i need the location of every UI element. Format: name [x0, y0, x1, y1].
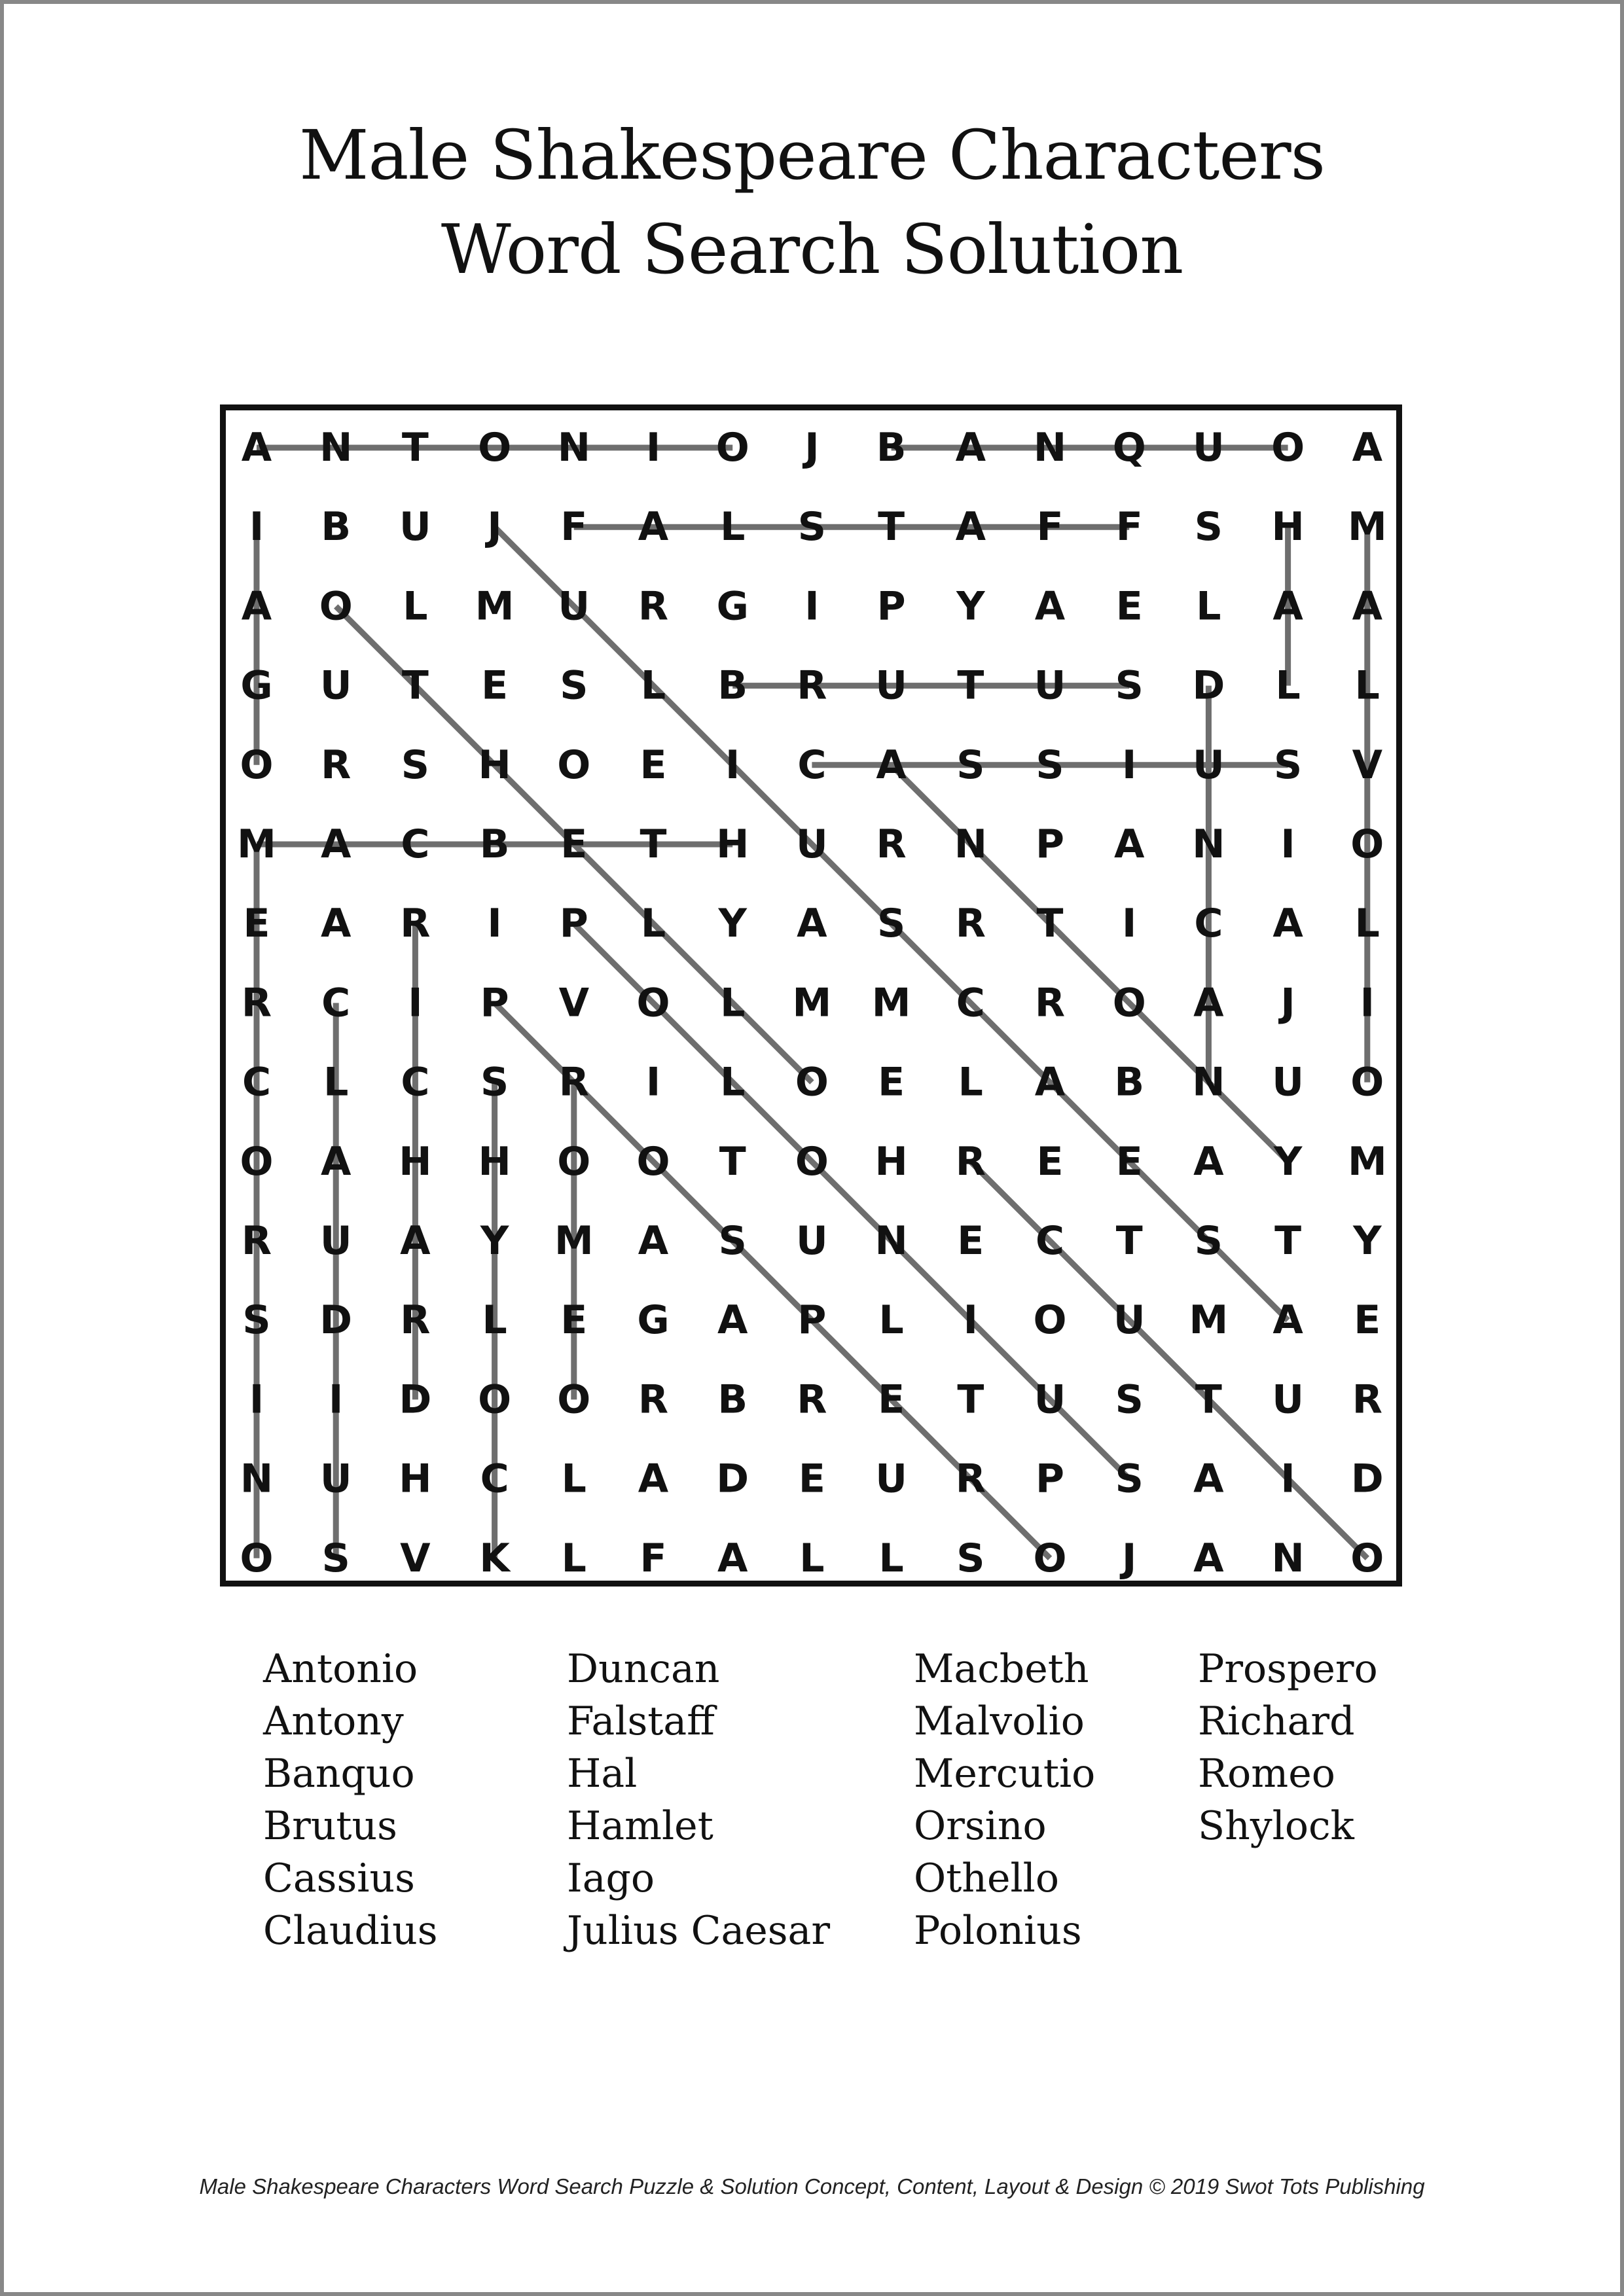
grid-letter: C [242, 1059, 272, 1105]
grid-letter: R [241, 1218, 272, 1264]
grid-letter: B [876, 425, 907, 471]
grid-letter: A [1352, 583, 1383, 630]
grid-letter: U [875, 1456, 907, 1502]
grid-letter: O [240, 742, 274, 788]
grid-letters [237, 425, 1387, 1581]
grid-letter: E [1115, 1138, 1143, 1185]
grid-letter: U [1193, 742, 1225, 788]
grid-letter: M [792, 980, 832, 1026]
grid-letter: N [1033, 425, 1067, 471]
grid-letter: V [1352, 742, 1383, 788]
grid-letter: N [319, 425, 353, 471]
grid-letter: S [876, 901, 906, 947]
grid-letter: H [716, 821, 749, 867]
solution-line-hamlet [892, 765, 1288, 1162]
grid-letter: N [240, 1456, 274, 1502]
grid-letter: U [1193, 425, 1225, 471]
grid-letter: I [645, 425, 661, 471]
word-list-item: Prospero [1198, 1646, 1378, 1692]
grid-letter: K [479, 1535, 510, 1581]
grid-letter: V [558, 980, 590, 1026]
grid-letter: O [1033, 1535, 1067, 1581]
grid-letter: N [557, 425, 590, 471]
grid-letter: A [241, 425, 272, 471]
grid-letter: L [720, 980, 746, 1026]
grid-letter: N [1271, 1535, 1305, 1581]
grid-letter: O [557, 742, 591, 788]
grid-letter: R [638, 583, 669, 630]
grid-letter: S [1115, 1456, 1144, 1502]
grid-letter: U [319, 1456, 352, 1502]
grid-letter: G [240, 662, 273, 709]
grid-letter: O [240, 1138, 274, 1185]
grid-letter: F [1115, 504, 1143, 550]
grid-letter: U [1034, 1376, 1066, 1423]
grid-letter: S [956, 1535, 985, 1581]
grid-letter: Y [956, 583, 985, 630]
word-list-item: Hal [567, 1751, 638, 1797]
grid-letter: E [481, 662, 509, 709]
grid-letter: A [638, 1218, 669, 1264]
grid-letter: M [554, 1218, 594, 1264]
grid-letter: M [237, 821, 276, 867]
grid-letter: T [1115, 1218, 1143, 1264]
grid-letter: S [718, 1218, 747, 1264]
grid-letter: D [319, 1297, 353, 1344]
grid-letter: F [1036, 504, 1064, 550]
grid-letter: C [956, 980, 985, 1026]
grid-letter: F [640, 1535, 667, 1581]
grid-letter: S [1115, 662, 1144, 709]
grid-letter: A [320, 901, 352, 947]
grid-letter: A [717, 1297, 748, 1344]
grid-letter: L [958, 1059, 983, 1105]
grid-letter: A [1272, 1297, 1303, 1344]
word-list-item: Othello [914, 1856, 1059, 1901]
grid-letter: E [798, 1456, 825, 1502]
grid-letter: U [319, 1218, 352, 1264]
grid-letter: L [1275, 662, 1301, 709]
grid-letter: T [878, 504, 905, 550]
grid-letter: Y [480, 1218, 509, 1264]
grid-letter: S [1194, 504, 1223, 550]
grid-letter: S [797, 504, 827, 550]
word-list-column-4 [1198, 1643, 1378, 1852]
grid-letter: C [1035, 1218, 1065, 1264]
grid-letter: F [560, 504, 588, 550]
grid-letter: C [321, 980, 351, 1026]
grid-letter: U [319, 662, 352, 709]
grid-letter: I [329, 1376, 344, 1423]
grid-letter: U [399, 504, 431, 550]
word-list-item: Polonius [914, 1908, 1082, 1954]
grid-letter: S [242, 1297, 271, 1344]
grid-letter: R [955, 901, 986, 947]
grid-letter: A [1193, 1138, 1224, 1185]
grid-letter: A [717, 1535, 748, 1581]
grid-letter: P [559, 901, 588, 947]
grid-letter: O [795, 1138, 829, 1185]
grid-letter: B [717, 662, 748, 709]
grid-letter: N [875, 1218, 908, 1264]
grid-letter: L [640, 901, 666, 947]
grid-letter: S [1194, 1218, 1223, 1264]
grid-letter: I [725, 742, 740, 788]
grid-letter: U [1034, 662, 1066, 709]
grid-letter: D [716, 1456, 749, 1502]
grid-letter: U [1272, 1376, 1304, 1423]
word-list-item: Macbeth [914, 1646, 1089, 1692]
grid-letter: B [321, 504, 352, 550]
grid-letter: I [249, 1376, 264, 1423]
grid-letter: A [876, 742, 907, 788]
grid-letter: R [321, 742, 352, 788]
solution-line-antony [971, 1162, 1367, 1558]
word-list-item: Cassius [263, 1856, 415, 1901]
grid-letter: A [1193, 980, 1224, 1026]
grid-letter: H [478, 1138, 511, 1185]
grid-letter: V [400, 1535, 431, 1581]
grid-letter: C [480, 1456, 509, 1502]
grid-letter: U [796, 821, 828, 867]
grid-letter: O [1350, 1059, 1384, 1105]
grid-letter: O [636, 980, 670, 1026]
grid-letter: E [560, 821, 588, 867]
grid-letter: A [320, 1138, 352, 1185]
grid-letter: B [479, 821, 510, 867]
grid-letter: Y [1353, 1218, 1382, 1264]
grid-letter: U [796, 1218, 828, 1264]
grid-letter: I [1360, 980, 1375, 1026]
word-list-item: Orsino [914, 1803, 1047, 1849]
grid-letter: P [1036, 821, 1064, 867]
grid-letter: L [1354, 662, 1380, 709]
grid-letter: M [871, 980, 911, 1026]
grid-letter: E [878, 1059, 905, 1105]
grid-letter: L [640, 662, 666, 709]
grid-letter: R [241, 980, 272, 1026]
grid-letter: T [401, 425, 429, 471]
grid-letter: U [875, 662, 907, 709]
grid-letter: D [399, 1376, 432, 1423]
grid-letter: O [557, 1138, 591, 1185]
grid-letter: A [1352, 425, 1383, 471]
grid-letter: D [1350, 1456, 1384, 1502]
grid-letter: A [797, 901, 827, 947]
grid-letter: E [1115, 583, 1143, 630]
grid-letter: S [401, 742, 430, 788]
grid-letter: I [804, 583, 820, 630]
grid-letter: L [720, 1059, 746, 1105]
grid-letter: R [400, 1297, 431, 1344]
grid-letter: E [560, 1297, 588, 1344]
grid-letter: A [400, 1218, 431, 1264]
grid-letter: O [478, 425, 512, 471]
grid-letter: R [797, 1376, 827, 1423]
grid-letter: Y [1273, 1138, 1303, 1185]
grid-letter: P [797, 1297, 827, 1344]
grid-letter: R [400, 901, 431, 947]
grid-letter: P [876, 583, 906, 630]
word-list-item: Iago [567, 1856, 655, 1901]
grid-letter: J [1122, 1535, 1137, 1581]
grid-letter: R [558, 1059, 589, 1105]
word-list-item: Malvolio [914, 1698, 1085, 1744]
word-list-item: Shylock [1198, 1803, 1354, 1849]
grid-letter: I [249, 504, 264, 550]
grid-letter: I [408, 980, 423, 1026]
grid-letter: L [878, 1297, 904, 1344]
grid-letter: P [1036, 1456, 1064, 1502]
grid-letter: H [1271, 504, 1305, 550]
grid-letter: A [320, 821, 352, 867]
word-list-column-1 [263, 1643, 438, 1957]
grid-letter: I [1280, 821, 1295, 867]
grid-letter: N [1192, 821, 1225, 867]
grid-letter: S [1115, 1376, 1144, 1423]
word-list-item: Falstaff [567, 1698, 715, 1744]
word-list-item: Julius Caesar [567, 1908, 831, 1954]
grid-letter: U [1272, 1059, 1304, 1105]
grid-letter: E [878, 1376, 905, 1423]
grid-letter: J [1280, 980, 1295, 1026]
grid-letter: T [957, 662, 984, 709]
grid-letter: T [1274, 1218, 1302, 1264]
word-list-column-2 [567, 1643, 830, 1957]
grid-letter: R [876, 821, 907, 867]
grid-letter: L [1354, 901, 1380, 947]
word-list-item: Antony [263, 1698, 404, 1744]
grid-letter: L [878, 1535, 904, 1581]
grid-letter: A [1193, 1535, 1224, 1581]
word-search-grid [220, 404, 1402, 1587]
grid-letter: I [963, 1297, 978, 1344]
word-list-item: Mercutio [914, 1751, 1096, 1797]
grid-letter: B [1114, 1059, 1145, 1105]
grid-letter: O [478, 1376, 512, 1423]
grid-letter: O [795, 1059, 829, 1105]
grid-letter: A [241, 583, 272, 630]
grid-letter: E [957, 1218, 984, 1264]
grid-letter: N [954, 821, 987, 867]
grid-letter: A [638, 504, 669, 550]
grid-letter: Q [1112, 425, 1146, 471]
grid-letter: E [1036, 1138, 1064, 1185]
grid-letter: J [804, 425, 820, 471]
grid-letter: A [1034, 583, 1066, 630]
grid-letter: T [1195, 1376, 1222, 1423]
grid-letter: L [403, 583, 428, 630]
word-list-item: Antonio [263, 1646, 418, 1692]
grid-letter: I [645, 1059, 661, 1105]
grid-letter: C [401, 821, 430, 867]
grid-letter: S [1036, 742, 1064, 788]
grid-letter: L [323, 1059, 349, 1105]
grid-letter: I [1122, 742, 1137, 788]
grid-letter: C [401, 1059, 430, 1105]
grid-letter: A [1113, 821, 1145, 867]
grid-letter: S [321, 1535, 350, 1581]
grid-letter: H [399, 1138, 432, 1185]
grid-letter: T [1036, 901, 1064, 947]
word-list-column-3 [914, 1643, 1095, 1957]
grid-letter: A [955, 504, 986, 550]
grid-letter: O [715, 425, 749, 471]
grid-letter: O [636, 1138, 670, 1185]
grid-letter: A [1034, 1059, 1066, 1105]
grid-letter: O [1350, 1535, 1384, 1581]
word-list-item: Banquo [263, 1751, 415, 1797]
grid-letter: U [1113, 1297, 1146, 1344]
grid-letter: U [558, 583, 590, 630]
grid-letter: O [319, 583, 353, 630]
grid-letter: R [797, 662, 827, 709]
grid-letter: R [1034, 980, 1066, 1026]
word-list-item: Romeo [1198, 1751, 1335, 1797]
grid-letter: T [401, 662, 429, 709]
grid-letter: S [480, 1059, 509, 1105]
grid-letter: L [482, 1297, 507, 1344]
word-list-item: Duncan [567, 1646, 720, 1692]
grid-letter: Y [718, 901, 747, 947]
grid-letter: A [1272, 583, 1303, 630]
grid-letter: S [956, 742, 985, 788]
grid-letter: G [716, 583, 749, 630]
grid-letter: R [638, 1376, 669, 1423]
grid-letter: O [240, 1535, 274, 1581]
grid-letter: A [1193, 1456, 1224, 1502]
word-list-item: Claudius [263, 1908, 438, 1954]
grid-letter: M [475, 583, 514, 630]
page-title: Male Shakespeare Characters [299, 115, 1325, 195]
grid-letter: L [799, 1535, 825, 1581]
grid-letter: I [487, 901, 502, 947]
grid-letter: O [557, 1376, 591, 1423]
grid-letter: R [1352, 1376, 1382, 1423]
grid-letter: O [1271, 425, 1305, 471]
grid-letter: C [1194, 901, 1223, 947]
grid-letter: A [638, 1456, 669, 1502]
grid-letter: M [1189, 1297, 1229, 1344]
copyright-footer: Male Shakespeare Characters Word Search Puzzle & Solution Concept, Content, Layout & Design © 2019 Swot Tots Publishing [199, 2174, 1425, 2198]
grid-letter: I [1122, 901, 1137, 947]
grid-letter: M [1347, 504, 1387, 550]
grid-letter: D [1192, 662, 1225, 709]
grid-letter: R [955, 1138, 986, 1185]
grid-letter: C [797, 742, 827, 788]
grid-letter: N [1192, 1059, 1225, 1105]
grid-letter: O [1350, 821, 1384, 867]
word-list-item: Hamlet [567, 1803, 713, 1849]
grid-letter: E [243, 901, 270, 947]
grid-letter: L [1196, 583, 1221, 630]
word-list-item: Richard [1198, 1698, 1355, 1744]
grid-letter: J [487, 504, 502, 550]
grid-letter: T [719, 1138, 746, 1185]
grid-letter: S [560, 662, 588, 709]
grid-letter: B [717, 1376, 748, 1423]
grid-letter: M [1347, 1138, 1387, 1185]
grid-letter: A [1272, 901, 1303, 947]
grid-letter: H [478, 742, 511, 788]
grid-letter: H [875, 1138, 908, 1185]
page-subtitle: Word Search Solution [441, 209, 1183, 289]
grid-letter: T [640, 821, 667, 867]
grid-letter: O [1033, 1297, 1067, 1344]
word-list-item: Brutus [263, 1803, 397, 1849]
grid-letter: L [561, 1456, 586, 1502]
grid-letter: E [1354, 1297, 1381, 1344]
grid-letter: I [1280, 1456, 1295, 1502]
grid-letter: R [955, 1456, 986, 1502]
grid-letter: T [957, 1376, 984, 1423]
grid-letter: A [955, 425, 986, 471]
grid-letter: S [1273, 742, 1303, 788]
grid-letter: H [399, 1456, 432, 1502]
grid-letter: O [1112, 980, 1146, 1026]
grid-letter: G [637, 1297, 670, 1344]
grid-letter: E [640, 742, 667, 788]
grid-letter: L [720, 504, 746, 550]
grid-letter: P [480, 980, 509, 1026]
grid-letter: L [561, 1535, 586, 1581]
